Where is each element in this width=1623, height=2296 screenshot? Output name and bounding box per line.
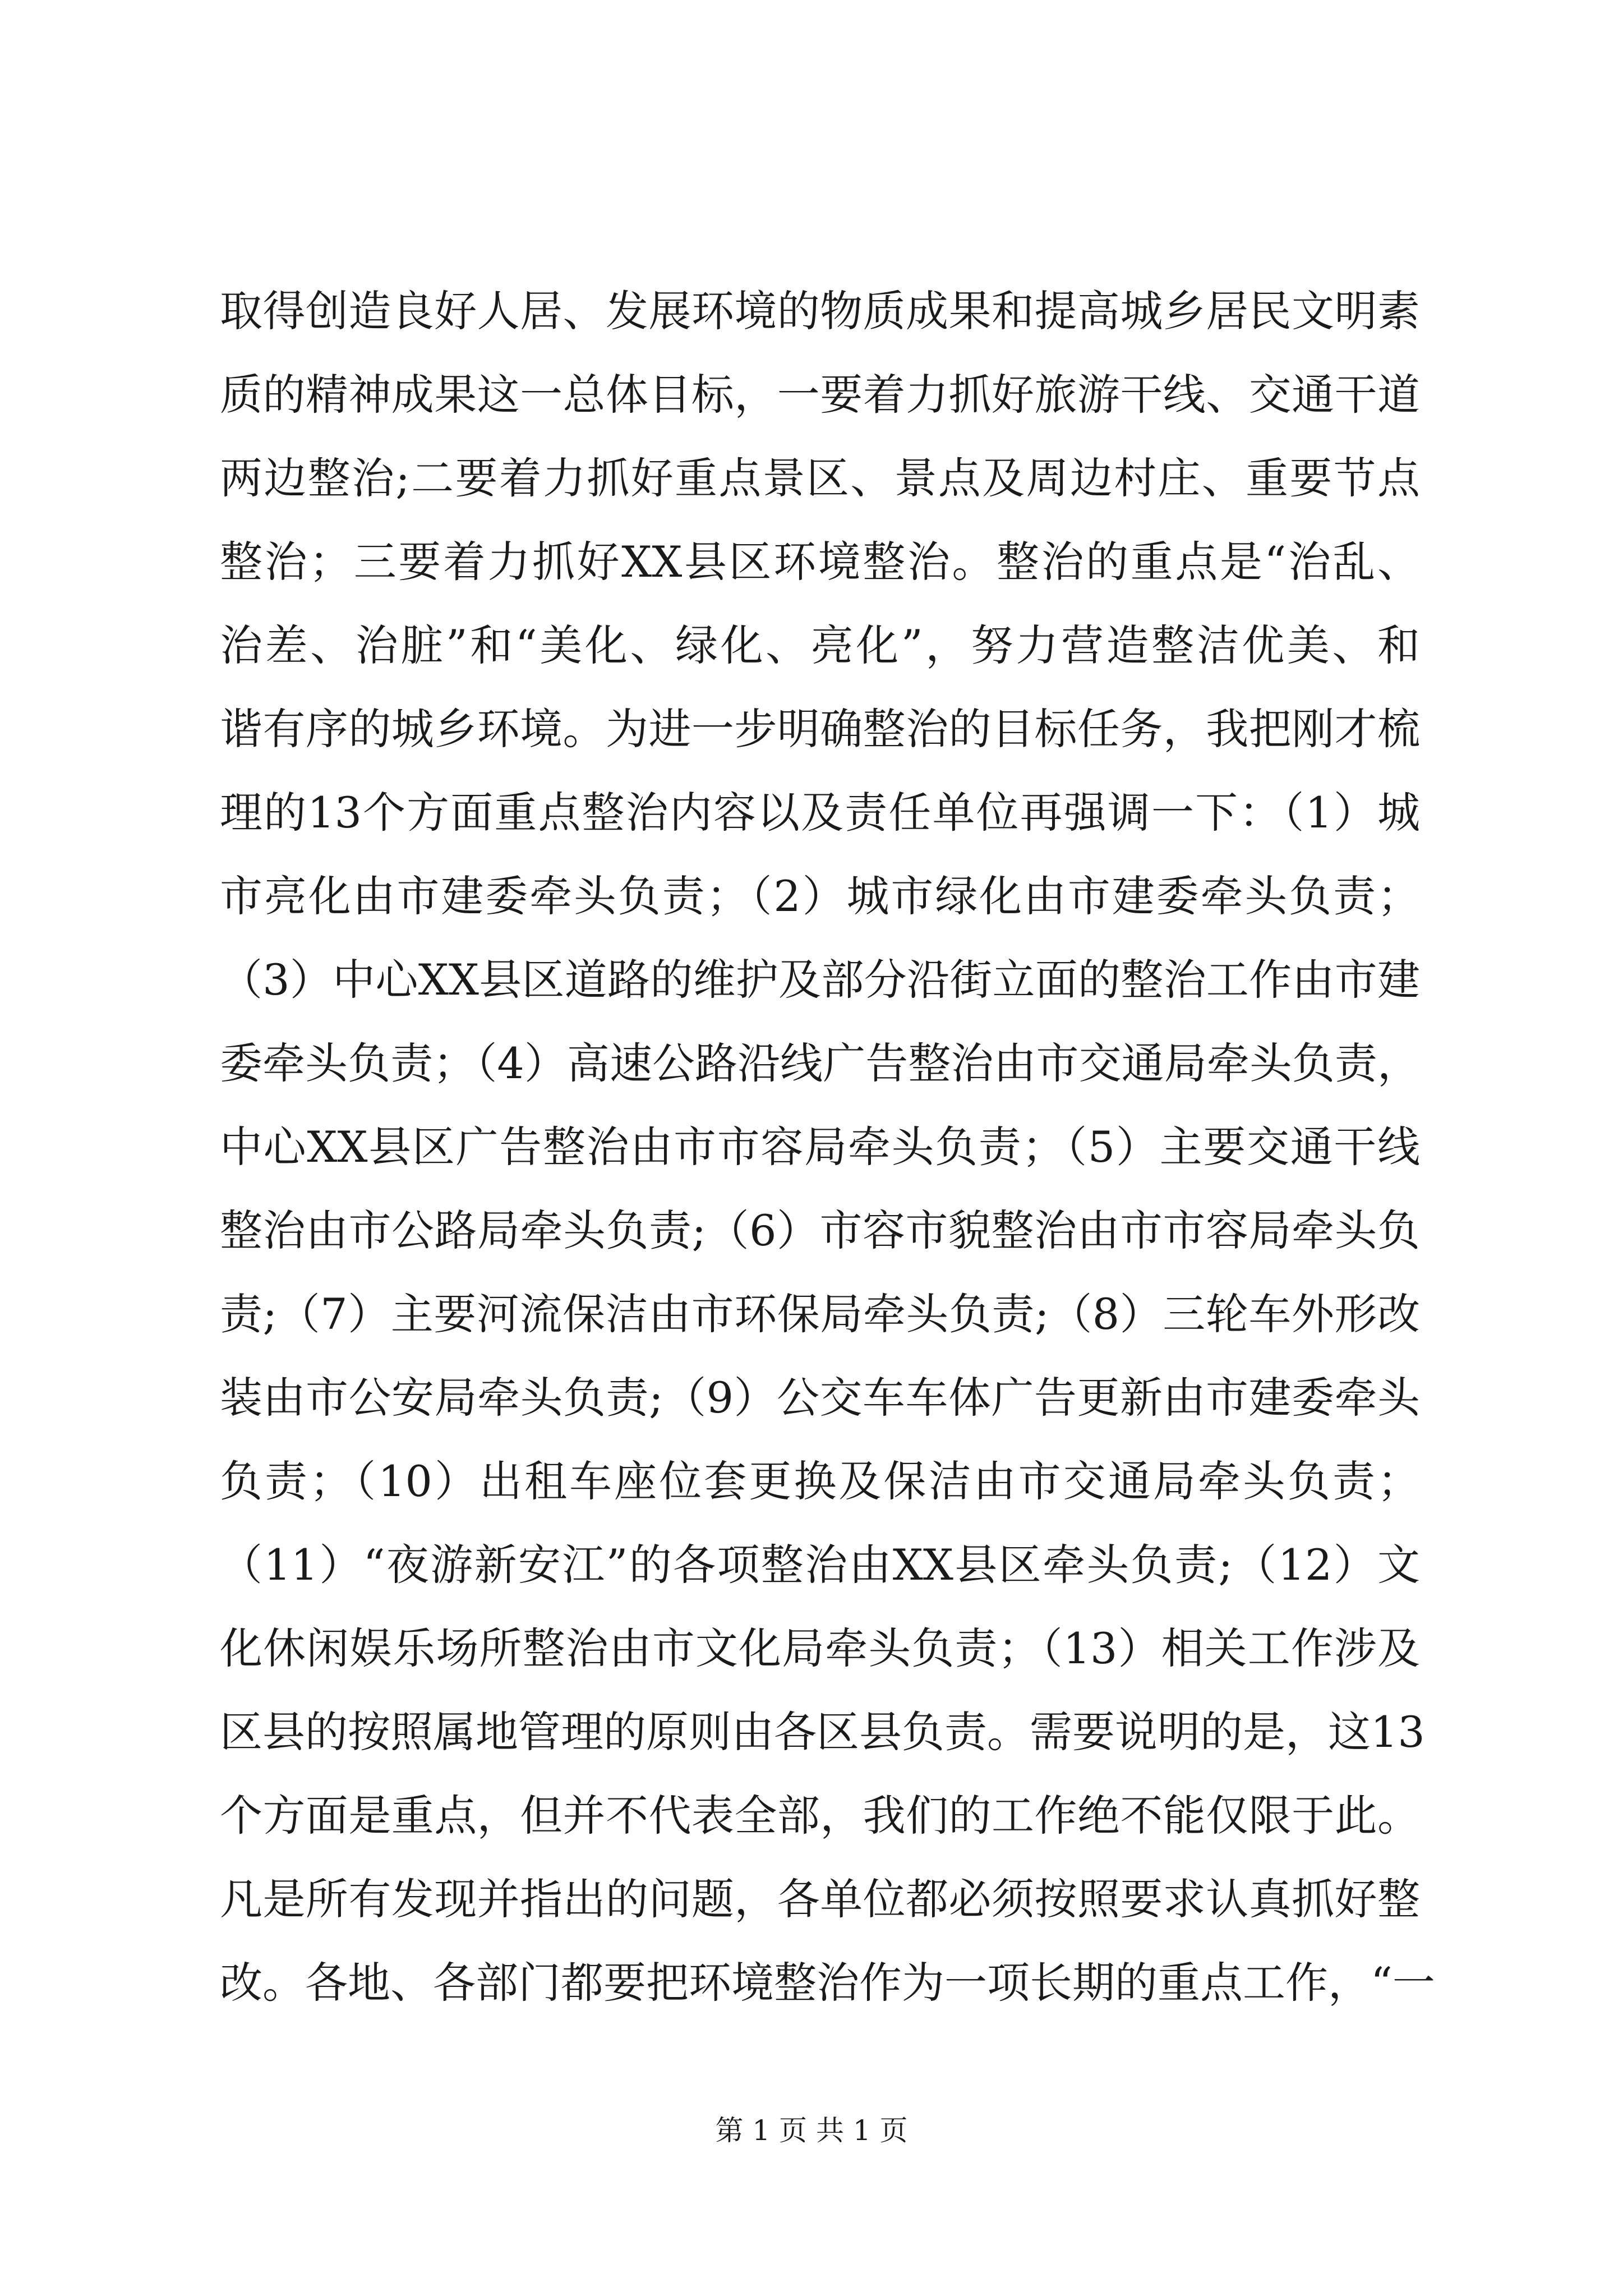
text-line: 凡是所有发现并指出的问题，各单位都必须按照要求认真抓好整 — [220, 1874, 1420, 1924]
text-line: 谐有序的城乡环境。为进一步明确整治的目标任务，我把刚才梳 — [220, 704, 1420, 754]
text-line: 整治由市公路局牵头负责;（6）市容市貌整治由市市容局牵头负 — [220, 1205, 1420, 1255]
text-line: 整治；三要着力抓好XX县区环境整治。整治的重点是“治乱、 — [220, 537, 1420, 587]
text-line: 委牵头负责；（4）高速公路沿线广告整治由市交通局牵头负责， — [220, 1038, 1420, 1088]
text-line: 区县的按照属地管理的原则由各区县负责。需要说明的是，这13 — [220, 1707, 1425, 1757]
text-line: 中心XX县区广告整治由市市容局牵头负责；（5）主要交通干线 — [220, 1122, 1420, 1172]
text-line: 两边整治;二要着力抓好重点景区、景点及周边村庄、重要节点 — [220, 453, 1420, 503]
text-line: 质的精神成果这一总体目标，一要着力抓好旅游干线、交通干道 — [220, 370, 1420, 420]
text-line: 个方面是重点，但并不代表全部，我们的工作绝不能仅限于此。 — [220, 1791, 1420, 1841]
text-line: 市亮化由市建委牵头负责；（2）城市绿化由市建委牵头负责； — [220, 871, 1420, 921]
text-line: 取得创造良好人居、发展环境的物质成果和提高城乡居民文明素 — [220, 286, 1420, 336]
text-line: 责;（7）主要河流保洁由市环保局牵头负责;（8）三轮车外形改 — [220, 1289, 1420, 1339]
text-line: 理的13个方面重点整治内容以及责任单位再强调一下：（1）城 — [220, 788, 1420, 838]
text-line: 负责；（10）出租车座位套更换及保洁由市交通局牵头负责； — [220, 1456, 1420, 1506]
text-line: 装由市公安局牵头负责;（9）公交车车体广告更新由市建委牵头 — [220, 1373, 1420, 1423]
page-number-label: 第 1 页 共 1 页 — [715, 2114, 908, 2147]
text-line: 化休闲娱乐场所整治由市文化局牵头负责；（13）相关工作涉及 — [220, 1623, 1420, 1673]
text-line: （11）“夜游新安江”的各项整治由XX县区牵头负责;（12）文 — [220, 1540, 1420, 1590]
text-line: （3）中心XX县区道路的维护及部分沿街立面的整治工作由市建 — [220, 955, 1420, 1005]
page-footer — [0, 2114, 1623, 2147]
text-line: 治差、治脏”和“美化、绿化、亮化”，努力营造整洁优美、和 — [220, 620, 1420, 670]
body-text — [220, 269, 1435, 2024]
text-line: 改。各地、各部门都要把环境整治作为一项长期的重点工作，“一 — [220, 1958, 1435, 2008]
